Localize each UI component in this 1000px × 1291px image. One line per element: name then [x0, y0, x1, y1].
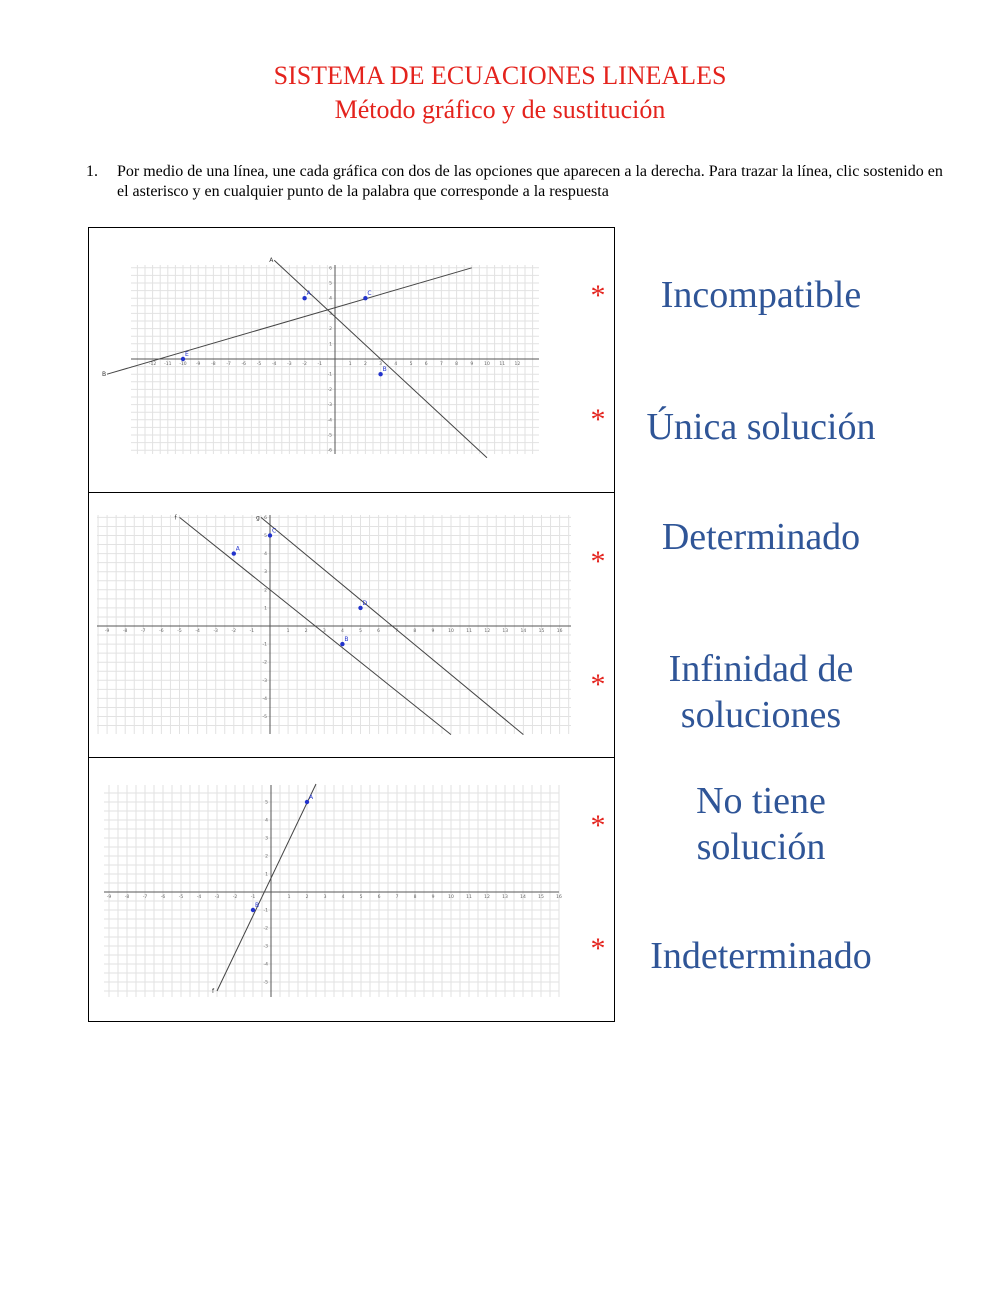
x-tick-label: -4: [195, 629, 200, 634]
x-tick-label: -6: [160, 895, 166, 900]
x-tick-label: 7: [439, 362, 443, 367]
x-tick-label: -7: [142, 895, 148, 900]
x-tick-label: 13: [502, 629, 509, 634]
y-tick-label: -4: [327, 418, 332, 424]
y-tick-label: -4: [263, 962, 268, 968]
x-tick-label: 2: [304, 629, 308, 634]
point-label: B: [382, 366, 387, 374]
x-tick-label: -4: [271, 362, 277, 367]
x-tick-label: -3: [214, 895, 220, 900]
y-tick-label: 5: [264, 534, 267, 539]
asterisk-indeterminado[interactable]: *: [590, 932, 606, 965]
x-tick-label: -7: [226, 362, 231, 367]
graph-box-3: [88, 757, 615, 1022]
x-tick-label: -6: [159, 629, 164, 634]
x-tick-label: 5: [359, 629, 362, 634]
point-label: B: [344, 636, 349, 644]
x-tick-label: 2: [305, 895, 309, 900]
y-tick-label: 4: [329, 296, 332, 302]
x-tick-label: 1: [286, 629, 290, 634]
y-tick-label: 4: [264, 552, 267, 558]
x-tick-label: 2: [363, 362, 367, 367]
option-incompatible[interactable]: Incompatible: [660, 274, 862, 316]
x-tick-label: -5: [177, 629, 182, 634]
x-tick-label: -9: [195, 362, 201, 367]
graph-box-1: [88, 227, 615, 493]
x-tick-label: -8: [122, 629, 128, 634]
point-label: C: [367, 290, 372, 298]
line-label: B: [102, 371, 107, 379]
y-tick-label: -1: [262, 642, 267, 648]
y-tick-label: -1: [327, 372, 332, 378]
x-tick-label: 1: [287, 895, 291, 900]
asterisk-unica-solucion[interactable]: *: [590, 403, 606, 436]
line-label: f: [174, 514, 177, 522]
page-subtitle: Método gráfico y de sustitución: [334, 95, 666, 124]
point-label: A: [306, 290, 311, 298]
y-tick-label: -3: [327, 403, 332, 409]
option-determinado[interactable]: Determinado: [661, 516, 861, 558]
x-tick-label: -12: [148, 362, 157, 367]
y-tick-label: -4: [262, 696, 267, 702]
y-tick-label: 3: [265, 836, 268, 842]
x-tick-label: 10: [448, 629, 454, 634]
x-tick-label: 7: [395, 629, 399, 634]
y-tick-label: 6: [264, 515, 267, 521]
y-tick-label: -2: [327, 387, 332, 393]
x-tick-label: -4: [196, 895, 202, 900]
graph-box-2: [88, 492, 615, 758]
y-tick-label: -5: [327, 433, 332, 439]
graph-1: [89, 228, 616, 494]
x-tick-label: 15: [538, 629, 545, 634]
x-tick-label: 3: [379, 362, 383, 367]
x-tick-label: -3: [213, 629, 218, 634]
y-tick-label: 1: [329, 342, 332, 348]
x-tick-label: -10: [179, 362, 187, 367]
x-tick-label: -2: [302, 362, 307, 367]
x-tick-label: -1: [249, 629, 255, 634]
x-tick-label: -5: [178, 895, 184, 900]
instruction-number: 1.: [86, 163, 98, 180]
x-tick-label: 5: [409, 362, 413, 367]
x-tick-label: 6: [377, 895, 381, 900]
y-tick-label: 1: [264, 606, 267, 612]
asterisk-determinado[interactable]: *: [590, 545, 606, 578]
y-tick-label: -2: [262, 660, 267, 666]
y-tick-label: -3: [262, 678, 267, 684]
x-tick-label: 16: [556, 895, 562, 900]
option-indeterminado[interactable]: Indeterminado: [650, 935, 872, 977]
y-tick-label: 5: [265, 800, 268, 806]
x-tick-label: 8: [413, 895, 417, 900]
x-tick-label: 9: [470, 362, 474, 367]
point-label: A: [309, 794, 314, 801]
x-tick-label: 16: [556, 629, 563, 634]
x-tick-label: 6: [377, 629, 381, 634]
graph-3: [89, 758, 616, 1023]
point-label: A: [235, 545, 240, 553]
x-tick-label: 11: [466, 629, 472, 634]
x-tick-label: -8: [124, 895, 130, 900]
graph-2: [89, 493, 616, 759]
y-tick-label: -5: [262, 715, 267, 720]
line-label: g: [255, 514, 260, 522]
x-tick-label: 7: [395, 895, 399, 900]
point-label: D: [362, 599, 368, 607]
asterisk-no-tiene-solucion[interactable]: *: [590, 809, 606, 842]
line-label: f: [212, 988, 215, 995]
option-unica-solucion[interactable]: Única solución: [646, 406, 876, 448]
y-tick-label: -2: [263, 926, 268, 932]
x-tick-label: 4: [341, 895, 345, 900]
x-tick-label: 1: [348, 362, 352, 367]
point-label: C: [272, 527, 277, 535]
x-tick-label: -1: [250, 895, 256, 900]
x-tick-label: 8: [413, 629, 417, 634]
y-tick-label: 6: [329, 266, 332, 272]
x-tick-label: 4: [394, 362, 398, 367]
y-tick-label: 5: [329, 281, 332, 287]
y-tick-label: 2: [329, 327, 332, 333]
graph-line: [214, 784, 316, 991]
x-tick-label: 11: [466, 895, 472, 900]
y-tick-label: -1: [263, 908, 268, 914]
instruction-text: Por medio de una línea, une cada gráfica con dos de las opciones que aparecen a la derecha. Para trazar la línea, clic sostenido en el asterisco y en cualquier punto de la palabra que corresponde a la respuesta: [117, 163, 943, 200]
grid-lines: [97, 515, 571, 734]
x-tick-label: 3: [323, 895, 327, 900]
x-tick-label: -7: [141, 629, 146, 634]
x-tick-label: -9: [104, 629, 110, 634]
grid-lines: [104, 785, 559, 997]
x-tick-label: 9: [431, 629, 435, 634]
x-tick-label: -9: [106, 895, 112, 900]
x-tick-label: 9: [431, 895, 435, 900]
x-tick-label: 14: [520, 629, 527, 634]
asterisk-infinidad-de-soluciones[interactable]: *: [590, 668, 606, 701]
x-tick-label: -2: [231, 629, 237, 634]
x-tick-label: 12: [484, 629, 491, 634]
x-tick-label: 8: [455, 362, 459, 367]
page-title: SISTEMA DE ECUACIONES LINEALES: [273, 61, 727, 90]
point-label: B: [255, 902, 260, 909]
x-tick-label: 14: [520, 895, 526, 900]
option-no-tiene-solucion[interactable]: No tiene solución: [696, 780, 826, 868]
y-tick-label: 4: [265, 818, 268, 824]
x-tick-label: 15: [538, 895, 544, 900]
y-tick-label: -3: [263, 944, 268, 950]
y-tick-label: 3: [329, 311, 332, 317]
x-tick-label: -6: [241, 362, 247, 367]
x-tick-label: -3: [287, 362, 292, 367]
x-tick-label: 12: [514, 362, 521, 367]
x-tick-label: 5: [359, 895, 363, 900]
x-tick-label: 3: [322, 629, 326, 634]
x-tick-label: 13: [502, 895, 508, 900]
y-tick-label: 3: [264, 570, 267, 576]
y-tick-label: 1: [265, 872, 268, 878]
x-tick-label: 10: [484, 362, 490, 367]
x-tick-label: -8: [211, 362, 216, 367]
asterisk-incompatible[interactable]: *: [590, 279, 606, 312]
x-tick-label: 10: [448, 895, 454, 900]
line-label: A: [269, 257, 274, 265]
point-label: E: [185, 351, 189, 358]
option-infinidad-de-soluciones[interactable]: Infinidad de soluciones: [668, 648, 854, 736]
x-tick-label: -5: [256, 362, 262, 367]
y-tick-label: -5: [263, 980, 268, 986]
y-tick-label: 2: [265, 854, 268, 860]
x-tick-label: -2: [232, 895, 238, 900]
x-tick-label: 11: [499, 362, 506, 367]
y-tick-label: -6: [327, 448, 332, 454]
x-tick-label: 6: [424, 362, 428, 367]
x-tick-label: 12: [484, 895, 490, 900]
x-tick-label: 4: [340, 629, 344, 634]
x-tick-label: -1: [317, 362, 323, 367]
x-tick-label: -11: [164, 362, 172, 367]
y-tick-label: 2: [264, 588, 267, 594]
